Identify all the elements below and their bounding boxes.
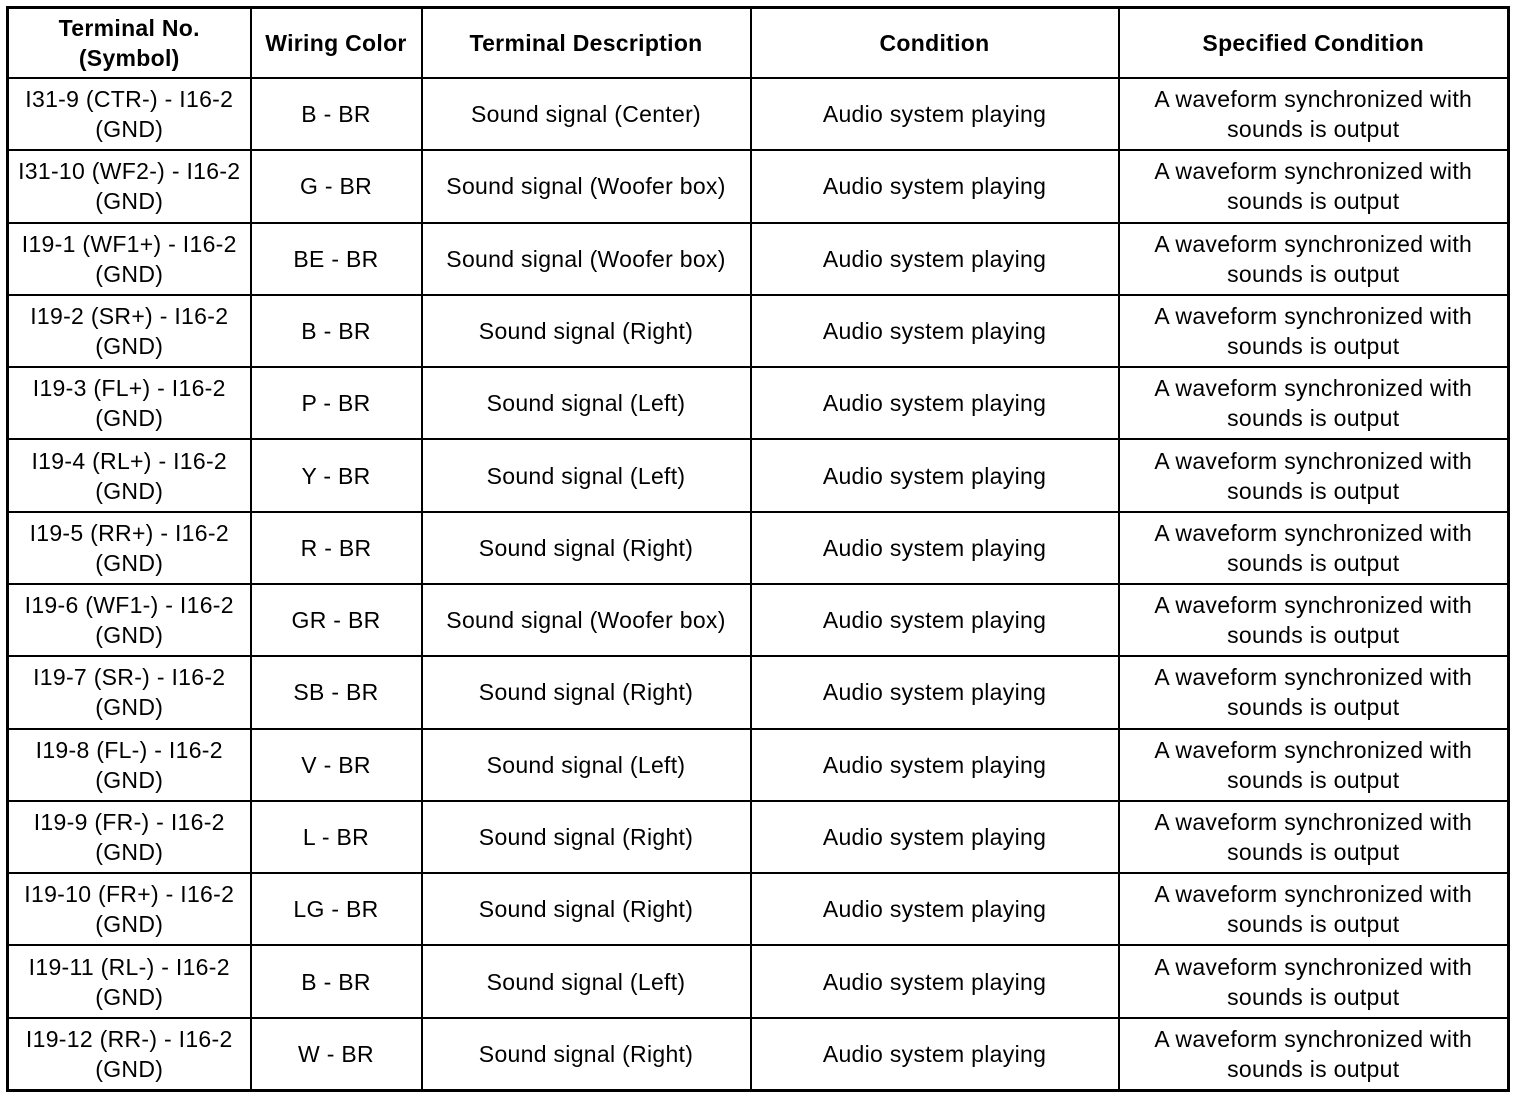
cell-specified-condition: A waveform synchronized with sounds is output: [1119, 1018, 1509, 1091]
cell-terminal-no: I19-11 (RL-) - I16-2 (GND): [8, 945, 251, 1017]
cell-wiring-color: L - BR: [251, 801, 422, 873]
cell-specified-condition: A waveform synchronized with sounds is output: [1119, 873, 1509, 945]
cell-terminal-description: Sound signal (Right): [422, 873, 751, 945]
table-header: [8, 8, 1509, 79]
header-row: [8, 8, 1509, 79]
cell-wiring-color: V - BR: [251, 729, 422, 801]
cell-terminal-no: I19-4 (RL+) - I16-2 (GND): [8, 439, 251, 511]
cell-condition: Audio system playing: [751, 656, 1119, 728]
cell-specified-condition: A waveform synchronized with sounds is output: [1119, 801, 1509, 873]
header-terminal-description: Terminal Description: [422, 8, 751, 79]
terminal-table: [6, 6, 1510, 1092]
cell-specified-condition: A waveform synchronized with sounds is output: [1119, 584, 1509, 656]
cell-specified-condition: A waveform synchronized with sounds is output: [1119, 512, 1509, 584]
table-row: [8, 78, 1509, 150]
table-row: [8, 945, 1509, 1017]
cell-terminal-description: Sound signal (Right): [422, 1018, 751, 1091]
cell-condition: Audio system playing: [751, 1018, 1119, 1091]
cell-terminal-no: I31-9 (CTR-) - I16-2 (GND): [8, 78, 251, 150]
cell-condition: Audio system playing: [751, 439, 1119, 511]
table-row: [8, 295, 1509, 367]
cell-condition: Audio system playing: [751, 584, 1119, 656]
cell-terminal-no: I19-3 (FL+) - I16-2 (GND): [8, 367, 251, 439]
cell-wiring-color: B - BR: [251, 945, 422, 1017]
cell-terminal-description: Sound signal (Left): [422, 945, 751, 1017]
cell-terminal-description: Sound signal (Left): [422, 439, 751, 511]
table-row: [8, 150, 1509, 222]
table-row: [8, 873, 1509, 945]
table-row: [8, 223, 1509, 295]
cell-wiring-color: B - BR: [251, 295, 422, 367]
table-row: [8, 801, 1509, 873]
cell-terminal-description: Sound signal (Right): [422, 656, 751, 728]
cell-terminal-description: Sound signal (Woofer box): [422, 150, 751, 222]
table-row: [8, 1018, 1509, 1091]
cell-terminal-no: I19-8 (FL-) - I16-2 (GND): [8, 729, 251, 801]
cell-wiring-color: R - BR: [251, 512, 422, 584]
header-condition: Condition: [751, 8, 1119, 79]
cell-terminal-description: Sound signal (Right): [422, 801, 751, 873]
cell-specified-condition: A waveform synchronized with sounds is output: [1119, 223, 1509, 295]
table-body: [8, 78, 1509, 1091]
cell-specified-condition: A waveform synchronized with sounds is output: [1119, 367, 1509, 439]
header-terminal-no-line2: (Symbol): [78, 45, 180, 71]
cell-terminal-no: I31-10 (WF2-) - I16-2 (GND): [8, 150, 251, 222]
cell-wiring-color: LG - BR: [251, 873, 422, 945]
cell-wiring-color: BE - BR: [251, 223, 422, 295]
header-terminal-no: [8, 8, 251, 79]
cell-condition: Audio system playing: [751, 512, 1119, 584]
cell-specified-condition: A waveform synchronized with sounds is output: [1119, 656, 1509, 728]
cell-condition: Audio system playing: [751, 223, 1119, 295]
cell-terminal-no: I19-7 (SR-) - I16-2 (GND): [8, 656, 251, 728]
cell-condition: Audio system playing: [751, 945, 1119, 1017]
cell-terminal-no: I19-12 (RR-) - I16-2 (GND): [8, 1018, 251, 1091]
header-terminal-no-line1: Terminal No.: [58, 15, 200, 41]
cell-condition: Audio system playing: [751, 367, 1119, 439]
table-row: [8, 439, 1509, 511]
cell-wiring-color: GR - BR: [251, 584, 422, 656]
cell-terminal-no: I19-2 (SR+) - I16-2 (GND): [8, 295, 251, 367]
cell-condition: Audio system playing: [751, 801, 1119, 873]
cell-wiring-color: W - BR: [251, 1018, 422, 1091]
cell-condition: Audio system playing: [751, 873, 1119, 945]
cell-terminal-no: I19-10 (FR+) - I16-2 (GND): [8, 873, 251, 945]
cell-condition: Audio system playing: [751, 78, 1119, 150]
cell-wiring-color: G - BR: [251, 150, 422, 222]
cell-specified-condition: A waveform synchronized with sounds is output: [1119, 945, 1509, 1017]
cell-condition: Audio system playing: [751, 150, 1119, 222]
cell-terminal-description: Sound signal (Woofer box): [422, 584, 751, 656]
cell-terminal-description: Sound signal (Left): [422, 367, 751, 439]
cell-terminal-description: Sound signal (Woofer box): [422, 223, 751, 295]
cell-terminal-no: I19-1 (WF1+) - I16-2 (GND): [8, 223, 251, 295]
cell-terminal-description: Sound signal (Center): [422, 78, 751, 150]
cell-terminal-description: Sound signal (Right): [422, 295, 751, 367]
table-row: [8, 656, 1509, 728]
cell-specified-condition: A waveform synchronized with sounds is output: [1119, 295, 1509, 367]
cell-wiring-color: Y - BR: [251, 439, 422, 511]
cell-condition: Audio system playing: [751, 729, 1119, 801]
header-wiring-color: Wiring Color: [251, 8, 422, 79]
cell-terminal-no: I19-9 (FR-) - I16-2 (GND): [8, 801, 251, 873]
cell-terminal-description: Sound signal (Right): [422, 512, 751, 584]
table-row: [8, 584, 1509, 656]
table-row: [8, 512, 1509, 584]
header-specified-condition: Specified Condition: [1119, 8, 1509, 79]
cell-wiring-color: SB - BR: [251, 656, 422, 728]
cell-specified-condition: A waveform synchronized with sounds is output: [1119, 729, 1509, 801]
terminal-table-container: [6, 6, 1507, 1092]
table-row: [8, 729, 1509, 801]
table-row: [8, 367, 1509, 439]
cell-specified-condition: A waveform synchronized with sounds is output: [1119, 439, 1509, 511]
cell-wiring-color: B - BR: [251, 78, 422, 150]
cell-specified-condition: A waveform synchronized with sounds is output: [1119, 150, 1509, 222]
cell-specified-condition: A waveform synchronized with sounds is output: [1119, 78, 1509, 150]
cell-condition: Audio system playing: [751, 295, 1119, 367]
cell-terminal-no: I19-6 (WF1-) - I16-2 (GND): [8, 584, 251, 656]
cell-terminal-description: Sound signal (Left): [422, 729, 751, 801]
cell-wiring-color: P - BR: [251, 367, 422, 439]
cell-terminal-no: I19-5 (RR+) - I16-2 (GND): [8, 512, 251, 584]
